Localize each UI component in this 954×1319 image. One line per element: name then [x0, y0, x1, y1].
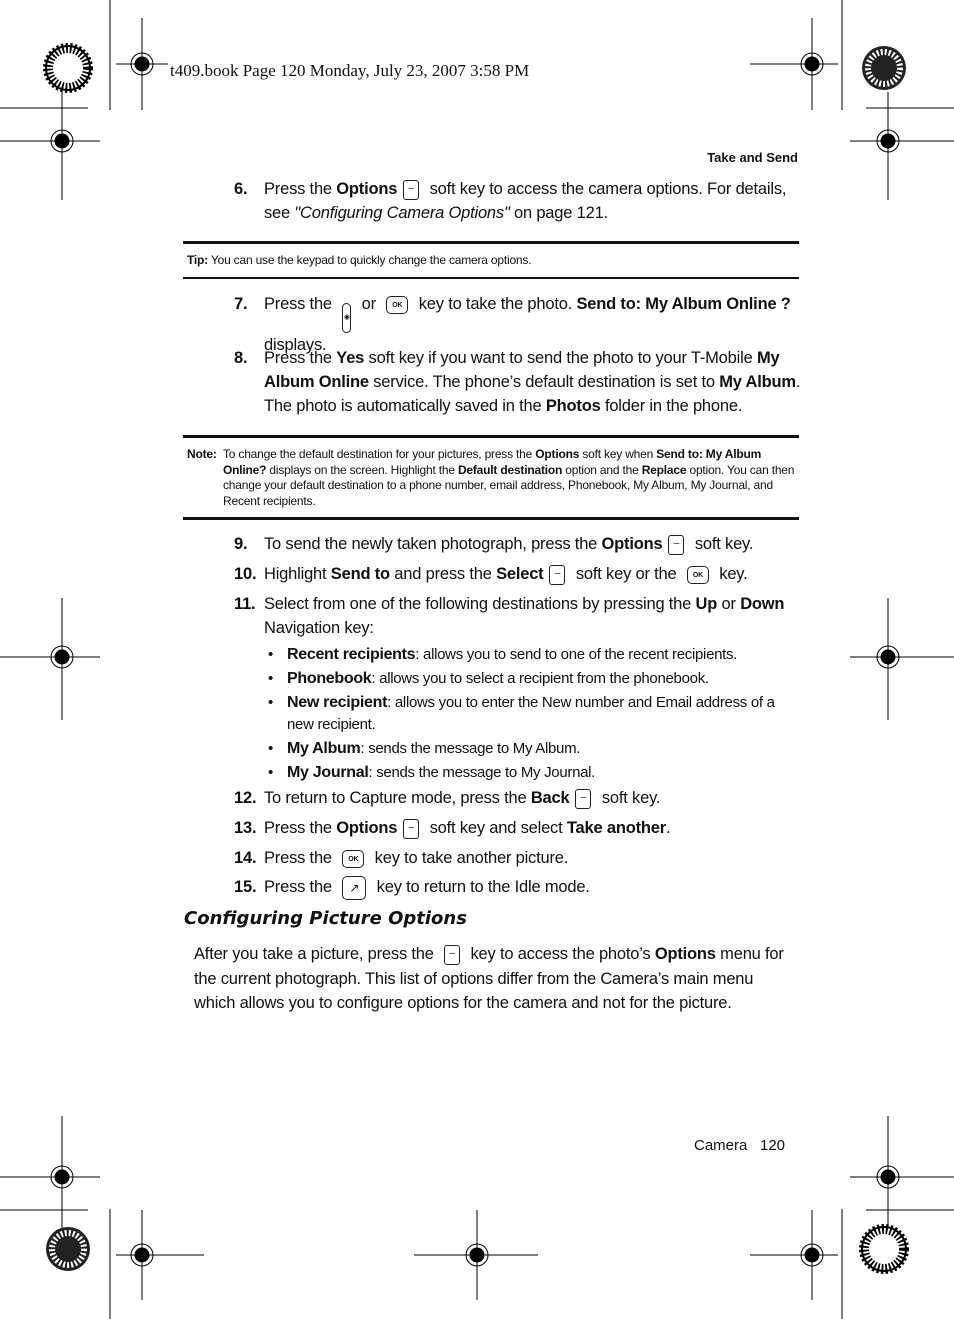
step-text: To send the newly taken photograph, press the [264, 535, 602, 553]
yes-label: Yes [336, 349, 365, 367]
send-to-label: Send to [330, 565, 390, 583]
list-item [268, 692, 798, 736]
step-text: displays. [264, 336, 327, 354]
list-item-label: My Album [287, 740, 361, 757]
my-album-online-label: My Album Online [264, 349, 780, 391]
tip [187, 253, 531, 267]
note-bottom-rule [183, 517, 799, 520]
list-item [268, 738, 798, 760]
list-item-label: Recent recipients [287, 646, 416, 663]
step-11 [234, 592, 804, 640]
step-text: soft key. [690, 535, 754, 553]
registration-mark-icon [116, 18, 168, 110]
step-text: Press the [264, 295, 337, 313]
starburst-mark-icon [862, 46, 906, 90]
step-number: 12. [234, 789, 257, 807]
print-header: t409.book Page 120 Monday, July 23, 2007 3:58 PM [170, 61, 530, 80]
tip-bottom-rule [183, 277, 799, 279]
step-text: soft key. [597, 789, 661, 807]
step-text: Highlight [264, 565, 331, 583]
note-top-rule [183, 435, 799, 438]
tip-top-rule [183, 241, 799, 244]
back-label: Back [530, 789, 570, 807]
starburst-mark-icon [862, 1227, 906, 1271]
bullet-icon: • [268, 764, 273, 781]
select-label: Select [496, 565, 544, 583]
list-item-text: : sends the message to My Journal. [368, 764, 596, 781]
step-14 [234, 846, 804, 870]
list-item-text: : sends the message to My Album. [360, 740, 581, 757]
registration-mark-icon [24, 1116, 100, 1230]
options-label: Options [601, 535, 663, 553]
step-number: 10. [234, 565, 257, 583]
right-soft-key-icon: – [668, 535, 684, 555]
paragraph-text: menu for the current photograph. This list of options differ from the Camera’s main menu which allows you to configure options for the camera and not for the picture. [194, 945, 784, 1012]
step-number: 14. [234, 849, 257, 867]
step-text: Press the [264, 349, 337, 367]
step-text: Select from one of the following destinations by pressing the [264, 595, 696, 613]
end-key-icon: ↗ [342, 876, 366, 900]
step-12 [234, 786, 804, 810]
registration-mark-icon [750, 1210, 838, 1300]
page-number: 120 [760, 1137, 786, 1154]
list-item-text: : allows you to send to one of the recent recipients. [415, 646, 738, 663]
starburst-mark-icon [46, 46, 90, 90]
step-text: soft key to access the camera options. For details, see [264, 180, 787, 222]
take-another-label: Take another [566, 819, 666, 837]
ok-key-icon: OK [342, 850, 364, 868]
step-6 [234, 177, 804, 225]
note-text: soft key when [579, 447, 657, 461]
options-label: Options [654, 945, 716, 963]
list-item-label: My Journal [287, 764, 369, 781]
step-text: key to take another picture. [370, 849, 569, 867]
options-label: Options [336, 819, 398, 837]
step-text: Press the [264, 849, 337, 867]
step-text: folder in the phone. [600, 397, 743, 415]
step-text: or [357, 295, 381, 313]
right-soft-key-icon: – [575, 789, 591, 809]
my-album-label: My Album [719, 373, 796, 391]
step-15 [234, 875, 804, 900]
note-label: Note: [187, 447, 217, 461]
registration-mark-icon [750, 18, 838, 110]
registration-mark-icon [850, 598, 930, 720]
step-number: 7. [234, 295, 248, 313]
ok-key-icon: OK [687, 566, 709, 584]
step-10 [234, 562, 804, 586]
step-number: 13. [234, 819, 257, 837]
step-text: To return to Capture mode, press the [264, 789, 531, 807]
list-item [268, 762, 798, 784]
tip-label: Tip: [187, 253, 208, 267]
step-13 [234, 816, 804, 840]
paragraph-text: key to access the photo’s [466, 945, 655, 963]
step-text: Press the [264, 878, 337, 896]
left-soft-key-icon: – [403, 819, 419, 839]
note-text: To change the default destination for your pictures, press the [223, 447, 536, 461]
step-text: soft key or the [571, 565, 681, 583]
registration-mark-icon [24, 598, 100, 720]
step-9 [234, 532, 804, 556]
footer-chapter: Camera [694, 1137, 748, 1154]
step-number: 9. [234, 535, 248, 553]
note-text: displays on the screen. Highlight the [266, 462, 458, 477]
list-item-label: Phonebook [287, 670, 372, 687]
camera-key-icon: ◉ [342, 303, 351, 333]
step-text: Navigation key: [264, 619, 374, 637]
note-bold: Replace [641, 462, 687, 477]
step-number: 15. [234, 878, 257, 896]
list-item-label: New recipient [287, 694, 388, 711]
note [187, 447, 799, 509]
step-8 [234, 346, 804, 418]
running-head: Take and Send [707, 150, 798, 165]
list-item-text: : allows you to enter the New number and Email address of a new recipient. [287, 694, 775, 733]
registration-mark-icon [116, 1210, 204, 1300]
step-text: or [717, 595, 741, 613]
tip-text: You can use the keypad to quickly change the camera options. [207, 253, 532, 267]
send-to-label: Send to: My Album Online ? [576, 295, 791, 313]
step-text: soft key if you want to send the photo to your T-Mobile [364, 349, 757, 367]
up-label: Up [695, 595, 718, 613]
paragraph-text: After you take a picture, press the [194, 945, 439, 963]
left-soft-key-icon: – [444, 945, 460, 965]
bullet-icon: • [268, 740, 273, 757]
destination-list [268, 644, 798, 786]
cross-reference-link[interactable]: "Configuring Camera Options" [294, 204, 510, 222]
starburst-mark-icon [46, 1227, 90, 1271]
list-item-text: : allows you to select a recipient from the phonebook. [371, 670, 709, 687]
section-title: Configuring Picture Options [184, 908, 467, 929]
list-item [268, 668, 798, 690]
step-text: and press the [389, 565, 497, 583]
note-bold: Options [535, 447, 580, 461]
step-text: key to take the photo. [414, 295, 577, 313]
step-text: Press the [264, 180, 337, 198]
step-number: 11. [234, 595, 256, 613]
step-text: on page 121. [509, 204, 608, 222]
step-text: key to return to the Idle mode. [372, 878, 590, 896]
step-text: . The photo is automatically saved in the [264, 373, 801, 415]
section-paragraph [194, 942, 794, 1016]
bullet-icon: • [268, 646, 273, 663]
left-soft-key-icon: – [403, 180, 419, 200]
step-text: soft key and select [425, 819, 567, 837]
step-text: key. [714, 565, 748, 583]
step-number: 6. [234, 180, 248, 198]
bullet-icon: • [268, 670, 273, 687]
step-number: 8. [234, 349, 248, 367]
note-text: option and the [562, 462, 642, 477]
bullet-icon: • [268, 694, 273, 711]
note-bold: Send to: My Album Online? [223, 447, 762, 477]
note-bold: Default destination [457, 462, 563, 477]
list-item [268, 644, 798, 666]
down-label: Down [740, 595, 785, 613]
step-text: Press the [264, 819, 337, 837]
registration-mark-icon [850, 1116, 930, 1230]
registration-mark-icon [414, 1210, 538, 1300]
step-text: . [665, 819, 671, 837]
note-text: option. You can then change your default destination to a phone number, email address, Phonebook, My Album, My Journal, and Recent recipients. [223, 462, 795, 508]
photos-label: Photos [545, 397, 601, 415]
options-label: Options [336, 180, 398, 198]
ok-key-icon: OK [386, 296, 408, 314]
step-text: service. The phone’s default destination is set to [368, 373, 720, 391]
left-soft-key-icon: – [549, 565, 565, 585]
